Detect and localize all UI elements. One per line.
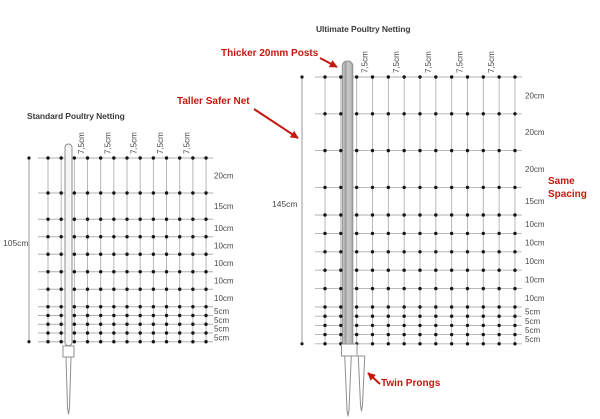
ground-prong [358,356,365,411]
row-spacing-label: 15cm [214,202,234,212]
top-spacing-label: 7,5cm [182,132,192,154]
net-vertical-strands [325,77,515,344]
top-spacing-label: 7,5cm [76,132,86,154]
top-spacing-label: 7,5cm [392,51,402,73]
row-spacing-label: 10cm [214,224,234,233]
ultimate-netting-figure [272,51,545,416]
top-spacing-labels [361,51,497,73]
row-spacing-label: 10cm [525,293,545,303]
arrow-taller-net [254,109,298,138]
annotation-arrows [254,58,380,384]
top-spacing-labels [77,132,191,154]
top-spacing-label: 7,5cm [103,132,113,154]
ultimate-netting-title: Ultimate Poultry Netting [316,24,411,34]
annotation-same-spacing: Same Spacing [548,176,587,200]
row-spacing-labels [525,91,545,344]
top-spacing-label: 7,5cm [155,132,165,154]
row-spacing-label: 5cm [525,316,541,326]
height-dimension-line [27,156,30,343]
row-spacing-label: 10cm [525,257,545,266]
top-spacing-label: 7,5cm [360,51,370,73]
annotation-thicker-posts: Thicker 20mm Posts [221,48,319,59]
net-horizontal-lines [38,158,213,342]
row-spacing-label: 10cm [214,276,234,286]
post-standard [65,144,72,346]
top-spacing-label: 7,5cm [455,51,465,73]
arrow-twin-prongs [368,373,380,384]
top-spacing-label: 7,5cm [129,132,139,154]
row-spacing-label: 10cm [525,238,545,248]
row-spacing-label: 10cm [214,259,234,268]
ground-prong [66,357,71,414]
row-spacing-label: 20cm [525,128,545,138]
row-spacing-label: 10cm [214,241,234,251]
row-spacing-label: 5cm [214,307,230,317]
height-label: 105cm [3,238,29,248]
row-spacing-label: 20cm [214,171,234,181]
row-spacing-label: 10cm [525,220,545,230]
standard-netting-figure [3,132,234,414]
annotation-taller-safer-net: Taller Safer Net [177,96,250,107]
annotation-twin-prongs: Twin Prongs [381,378,441,389]
row-spacing-label: 5cm [525,307,541,317]
row-spacing-label: 5cm [214,315,230,325]
top-spacing-label: 7,5cm [487,51,497,73]
height-dimension-line [300,75,303,345]
row-spacing-labels [214,172,234,343]
ground-prong [345,356,352,416]
row-spacing-label: 5cm [214,324,230,334]
row-spacing-label: 10cm [214,294,234,303]
height-label: 145cm [272,199,298,209]
arrow-thicker-posts [320,58,337,67]
post-connector [342,344,358,356]
row-spacing-label: 5cm [525,326,541,335]
row-spacing-label: 10cm [525,275,545,285]
row-spacing-label: 5cm [214,333,230,343]
row-spacing-label: 20cm [525,165,545,174]
post-connector [63,346,74,357]
top-spacing-label: 7,5cm [423,51,433,73]
row-spacing-label: 15cm [525,197,545,207]
row-spacing-label: 5cm [525,335,541,345]
standard-netting-title: Standard Poultry Netting [27,111,125,121]
row-spacing-label: 20cm [525,91,545,101]
post-20mm [342,61,353,348]
